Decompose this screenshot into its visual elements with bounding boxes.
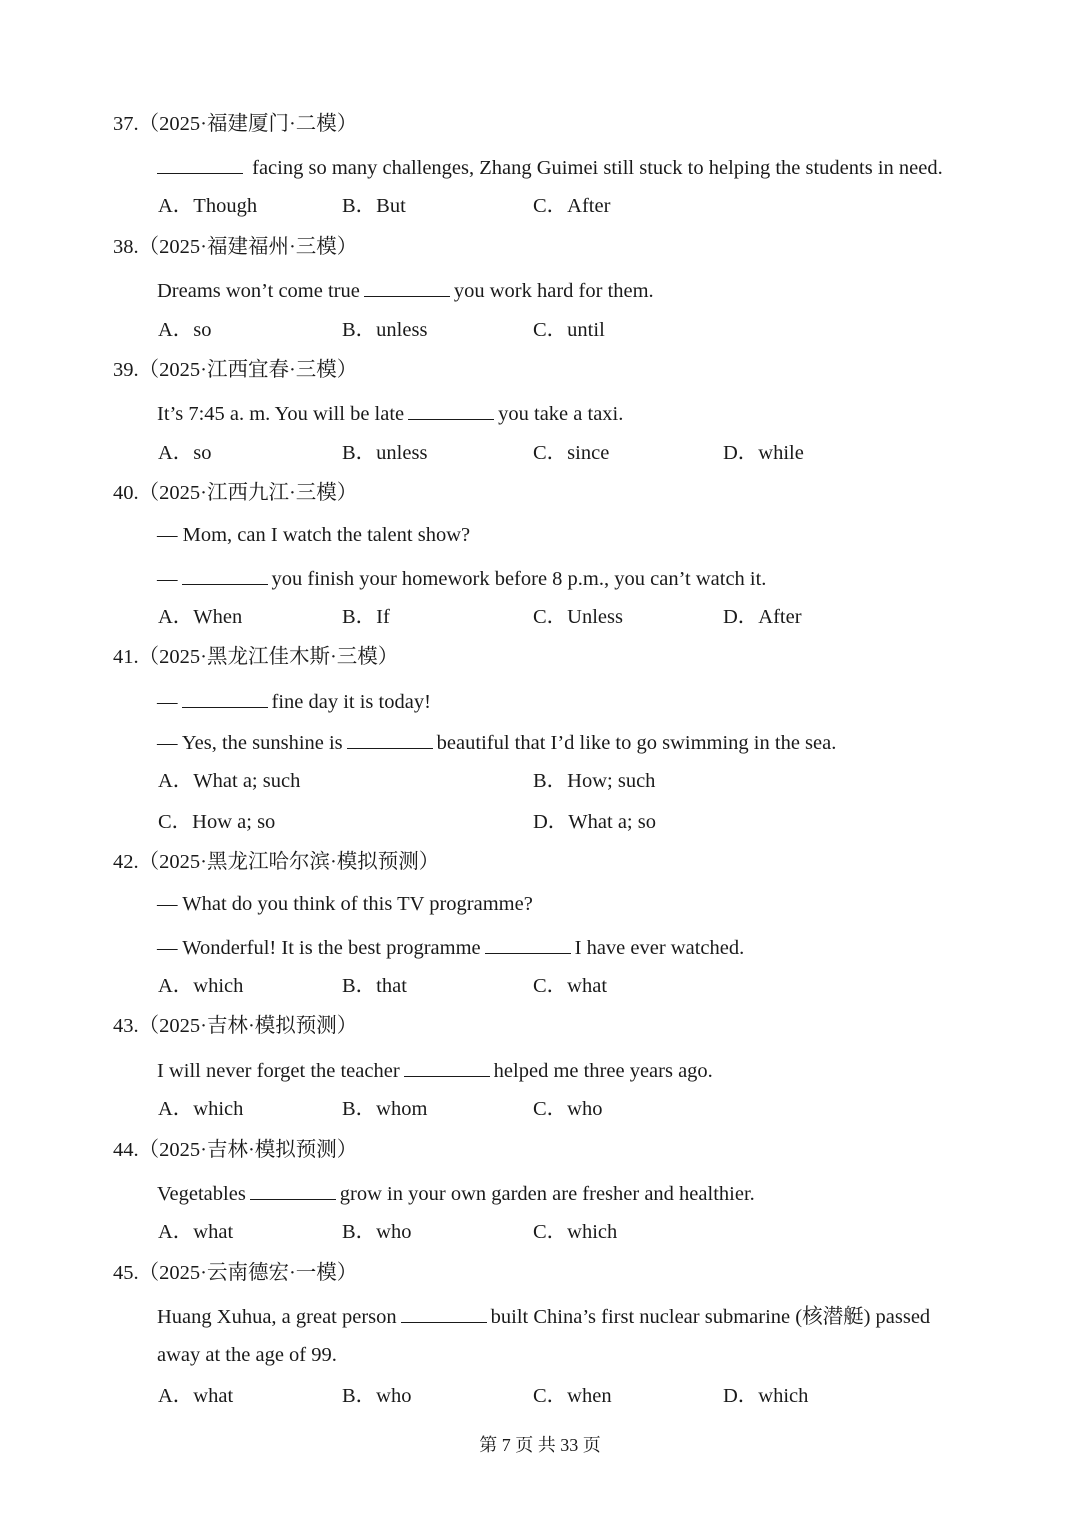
option-b: B．If — [342, 606, 390, 628]
answer-blank — [347, 730, 433, 749]
option-c: C．How a; so — [158, 811, 276, 833]
answer-blank — [401, 1304, 487, 1323]
page-number-footer: 第 7 页 共 33 页 — [479, 1435, 601, 1455]
option-b: B．who — [342, 1385, 412, 1407]
option-a: A．When — [158, 606, 243, 628]
question-41-line2: — Yes, the sunshine is beautiful that I’d like to go swimming in the sea. — [157, 732, 837, 754]
answer-blank — [408, 401, 494, 420]
answer-blank — [250, 1181, 336, 1200]
option-a: A．so — [158, 442, 212, 464]
option-a: A．which — [158, 975, 244, 997]
option-c: C．After — [533, 195, 611, 217]
option-b: B．unless — [342, 319, 428, 341]
question-40-header: 40.（2025·江西九江·三模） — [113, 482, 358, 504]
question-43-header: 43.（2025·吉林·模拟预测） — [113, 1015, 358, 1037]
option-c: C．which — [533, 1221, 618, 1243]
question-42-line2: — Wonderful! It is the best programme I have ever watched. — [157, 937, 745, 959]
question-45-header: 45.（2025·云南德宏·一模） — [113, 1262, 358, 1284]
option-b: B．that — [342, 975, 407, 997]
answer-blank — [404, 1058, 490, 1077]
option-b: B．How; such — [533, 770, 656, 792]
answer-blank — [182, 566, 268, 585]
question-40-line1: — Mom, can I watch the talent show? — [157, 524, 471, 546]
question-37-header: 37.（2025·福建厦门·二模） — [113, 113, 358, 135]
answer-blank — [157, 155, 243, 174]
question-41-line1: — fine day it is today! — [157, 691, 431, 713]
option-c: C．Unless — [533, 606, 623, 628]
option-b: B．unless — [342, 442, 428, 464]
answer-blank — [182, 689, 268, 708]
option-d: D．while — [723, 442, 804, 464]
option-b: B．who — [342, 1221, 412, 1243]
question-40-line2: — you finish your homework before 8 p.m., you can’t watch it. — [157, 568, 767, 590]
option-a: A．what — [158, 1221, 234, 1243]
option-c: C．since — [533, 442, 610, 464]
option-b: B．whom — [342, 1098, 428, 1120]
option-d: D．What a; so — [533, 811, 656, 833]
option-a: A．so — [158, 319, 212, 341]
question-44-stem: Vegetables grow in your own garden are fresher and healthier. — [157, 1183, 755, 1205]
option-c: C．until — [533, 319, 605, 341]
answer-blank — [364, 278, 450, 297]
question-42-line1: — What do you think of this TV programme? — [157, 893, 533, 915]
question-38-header: 38.（2025·福建福州·三模） — [113, 236, 358, 258]
option-a: A．what — [158, 1385, 234, 1407]
option-c: C．who — [533, 1098, 603, 1120]
option-a: A．Though — [158, 195, 258, 217]
question-43-stem: I will never forget the teacher helped me three years ago. — [157, 1060, 713, 1082]
question-42-header: 42.（2025·黑龙江哈尔滨·模拟预测） — [113, 851, 440, 873]
option-c: C．when — [533, 1385, 612, 1407]
question-39-stem: It’s 7:45 a. m. You will be late you take a taxi. — [157, 403, 624, 425]
question-37-stem: facing so many challenges, Zhang Guimei still stuck to helping the students in need. — [157, 155, 943, 179]
option-c: C．what — [533, 975, 608, 997]
option-d: D．After — [723, 606, 802, 628]
answer-blank — [485, 935, 571, 954]
option-a: A．What a; such — [158, 770, 301, 792]
question-45-stem-line2: away at the age of 99. — [157, 1344, 337, 1366]
question-41-header: 41.（2025·黑龙江佳木斯·三模） — [113, 646, 399, 668]
question-45-stem: Huang Xuhua, a great person built China’s first nuclear submarine (核潜艇) passed — [157, 1306, 931, 1328]
option-a: A．which — [158, 1098, 244, 1120]
question-39-header: 39.（2025·江西宜春·三模） — [113, 359, 358, 381]
option-b: B．But — [342, 195, 406, 217]
question-44-header: 44.（2025·吉林·模拟预测） — [113, 1139, 358, 1161]
question-38-stem: Dreams won’t come true you work hard for them. — [157, 280, 654, 302]
option-d: D．which — [723, 1385, 809, 1407]
